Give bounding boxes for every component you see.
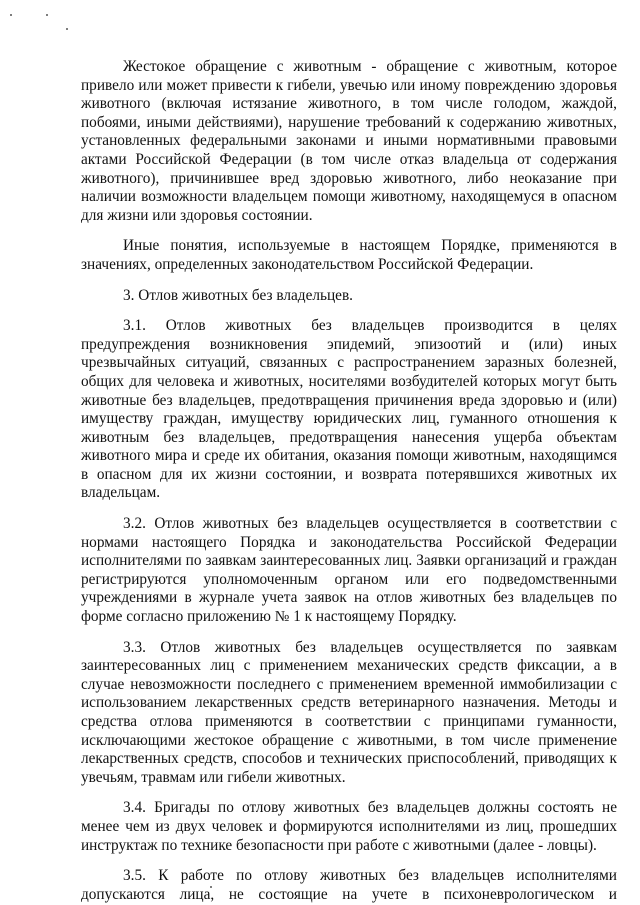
scan-speck	[10, 14, 12, 16]
scan-speck	[46, 14, 48, 16]
paragraph-3-5: 3.5. К работе по отлову животных без владельцев исполнителями допускаются лица, не состоящие на учете в психоневрологическом и	[81, 867, 617, 903]
document-page	[81, 58, 617, 904]
paragraph-cruelty-definition: Жестокое обращение с животным - обращение с животным, которое привело или может привести к гибели, увечью или иному повреждению здоровья животного (включая истязание животного, в том числе голодом, жаждой, побоями, иными действиями), нарушение требований к содержанию животных, установленных федеральными законами и иными нормативными правовыми актами Российской Федерации (в том числе отказ владельца от содержания животного), причинившее вред здоровью животного, либо неоказание при наличии возможности владельцем помощи животному, находящемуся в опасном для жизни или здоровья состоянии.	[81, 58, 617, 224]
paragraph-3-1: 3.1. Отлов животных без владельцев производится в целях предупреждения возникновения эпидемий, эпизоотий и (или) иных чрезвычайных ситуаций, связанных с распространением заразных болезней, общих для человека и животных, носителями возбудителей которых могут быть животные без владельцев, предотвращения причинения вреда здоровью и (или) имуществу граждан, имуществу юридических лиц, гуманного отношения к животным без владельцев, предотвращения нанесения ущерба объектам животного мира и среде их обитания, оказания помощи животным, находящимся в опасном для их жизни состоянии, и возврата потерявшихся животных их владельцам.	[81, 317, 617, 502]
paragraph-3-2: 3.2. Отлов животных без владельцев осуществляется в соответствии с нормами настоящего Порядка и законодательства Российской Федерации исполнителями по заявкам заинтересованных лиц. Заявки организаций и граждан регистрируются уполномоченным органом или его подведомственными учреждениями в журнале учета заявок на отлов животных без владельцев по форме согласно приложению № 1 к настоящему Порядку.	[81, 515, 617, 626]
paragraph-3-3: 3.3. Отлов животных без владельцев осуществляется по заявкам заинтересованных лиц с применением механических средств фиксации, а в случае невозможности последнего с применением временной иммобилизации с использованием лекарственных средств ветеринарного назначения. Методы и средства отлова применяются в соответствии с принципами гуманности, исключающими жестокое обращение с животными, в том числе применение лекарственных средств, способов и технических приспособлений, приводящих к увечьям, травмам или гибели животных.	[81, 638, 617, 786]
section-heading-3: 3. Отлов животных без владельцев.	[123, 286, 353, 304]
paragraph-other-terms: Иные понятия, используемые в настоящем Порядке, применяются в значениях, определенных законодательством Российской Федерации.	[81, 237, 617, 273]
paragraph-3-4: 3.4. Бригады по отлову животных без владельцев должны состоять не менее чем из двух человек и формируются исполнителями из лиц, прошедших инструктаж по технике безопасности при работе с животными (далее - ловцы).	[81, 799, 617, 854]
scan-speck	[66, 28, 68, 30]
